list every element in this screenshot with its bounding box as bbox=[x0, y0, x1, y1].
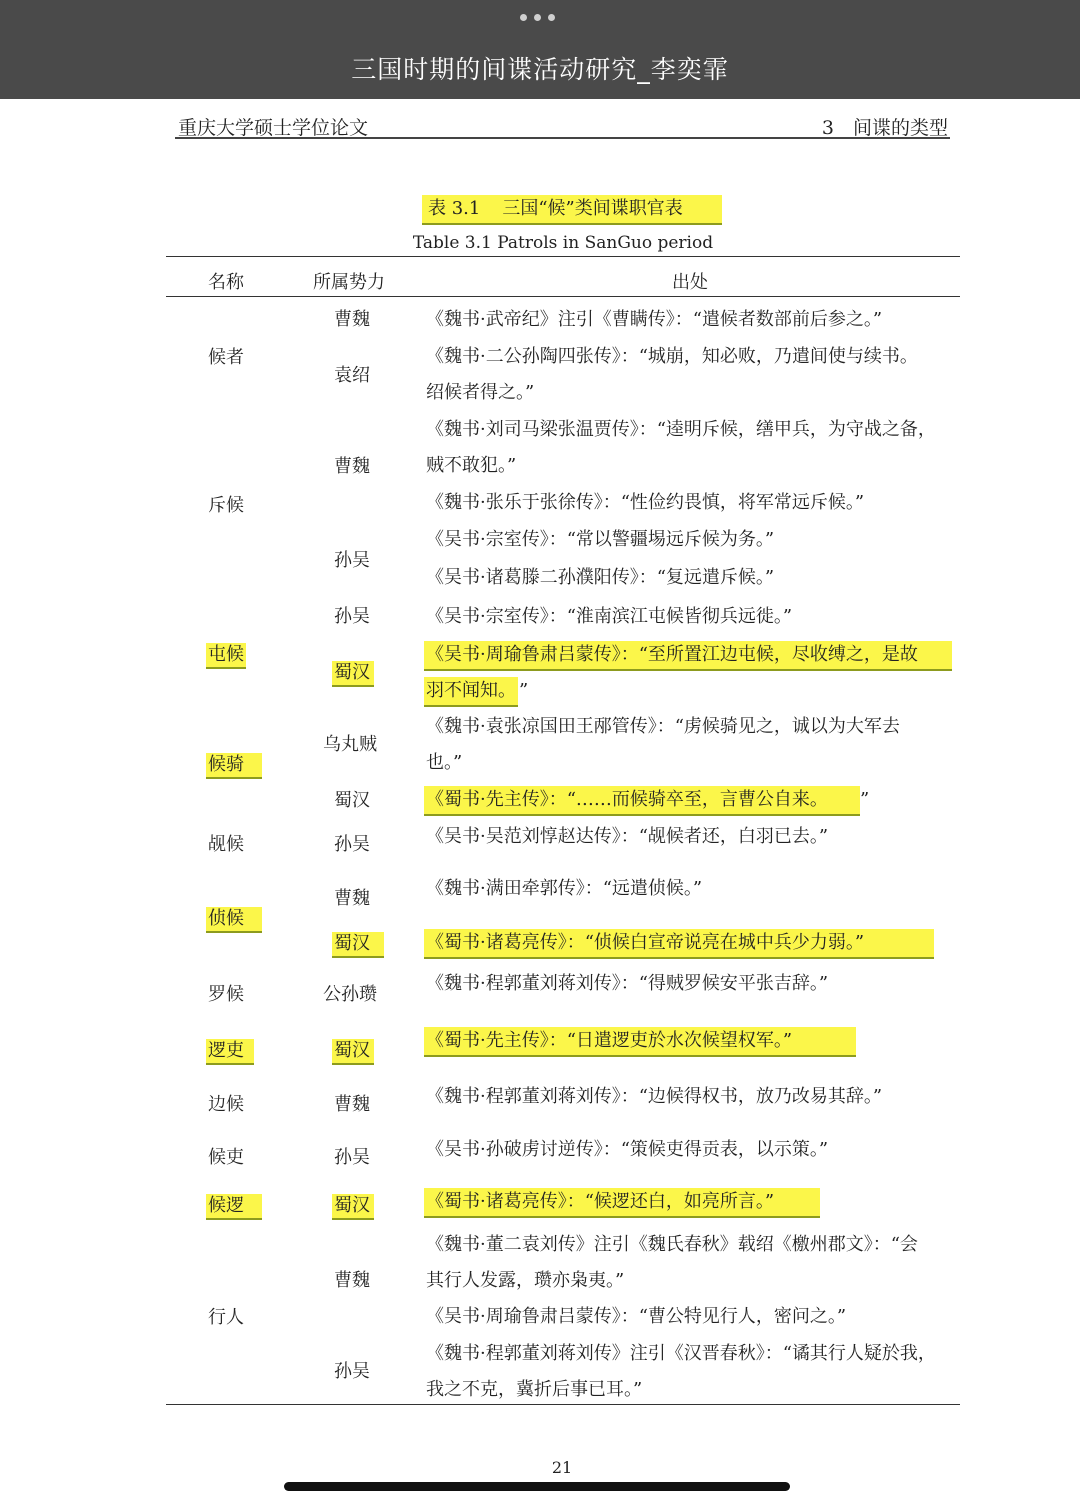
table-cell-source: 羽不闻知。 bbox=[426, 680, 516, 701]
table-cell-polity: 曹魏 bbox=[334, 309, 370, 330]
table-cell-source: 《吴书·宗室传》：“淮南滨江屯候皆彻兵远徙。” bbox=[426, 606, 793, 627]
header-divider bbox=[175, 137, 950, 139]
table-cell-source: 《吴书·宗室传》：“常以警疆埸远斥候为务。” bbox=[426, 529, 775, 550]
table-cell-name: 候者 bbox=[208, 347, 244, 368]
table-cell-polity: 曹魏 bbox=[334, 456, 370, 477]
table-cell-polity: 曹魏 bbox=[334, 888, 370, 909]
thesis-header: 重庆大学硕士学位论文 bbox=[178, 117, 369, 139]
table-cell-source: 《魏书·武帝纪》注引《曹瞒传》：“遣候者数部前后参之。” bbox=[426, 309, 883, 330]
table-cell-polity: 蜀汉 bbox=[332, 661, 374, 687]
table-cell-source: 《魏书·袁张凉国田王邴管传》：“虏候骑见之，诚以为大军去 bbox=[426, 716, 900, 737]
column-header-name: 名称 bbox=[208, 272, 244, 293]
table-cell-source: 《吴书·吴范刘惇赵达传》：“觇候者还，白羽已去。” bbox=[426, 826, 829, 847]
table-cell-source: 《吴书·周瑜鲁肃吕蒙传》：“至所置江边屯候，尽收缚之，是故 bbox=[426, 644, 918, 665]
table-cell-polity: 蜀汉 bbox=[334, 790, 370, 811]
table-cell-source: 《蜀书·诸葛亮传》：“候逻还白，如亮所言。” bbox=[426, 1191, 775, 1212]
table-cell-source: 也。” bbox=[426, 752, 463, 773]
table-cell-name: 逻吏 bbox=[206, 1039, 254, 1065]
table-cell-source: 我之不克，冀折后事已耳。” bbox=[426, 1379, 643, 1400]
table-cell-source: 《魏书·二公孙陶四张传》：“城崩，知必败，乃遣间使与续书。 bbox=[426, 346, 918, 367]
more-dots-icon[interactable] bbox=[520, 14, 560, 22]
table-cell-source: 《吴书·诸葛滕二孙濮阳传》：“复远遣斥候。” bbox=[426, 567, 775, 588]
table-cell-source: 《魏书·程郭董刘蒋刘传》：“得贼罗候安平张吉辞。” bbox=[426, 973, 829, 994]
table-cell-source: 《魏书·程郭董刘蒋刘传》注引《汉晋春秋》：“谲其行人疑於我， bbox=[426, 1343, 936, 1364]
table-cell-source: 《魏书·程郭董刘蒋刘传》：“边候得权书，放乃改易其辞。” bbox=[426, 1086, 883, 1107]
table-top-rule bbox=[166, 256, 960, 257]
table-cell-name: 侦候 bbox=[206, 907, 262, 933]
table-cell-source: 绍候者得之。” bbox=[426, 382, 535, 403]
table-cell-name: 候吏 bbox=[208, 1147, 244, 1168]
table-cell-polity: 孙吴 bbox=[334, 550, 370, 571]
table-cell-polity: 蜀汉 bbox=[332, 1039, 374, 1065]
table-cell-source: 《吴书·孙破虏讨逆传》：“策候吏得贡表，以示策。” bbox=[426, 1139, 829, 1160]
table-cell-polity: 孙吴 bbox=[334, 1361, 370, 1382]
table-cell-name: 候逻 bbox=[206, 1194, 262, 1220]
table-cell-name: 行人 bbox=[208, 1307, 244, 1328]
table-cell-polity: 曹魏 bbox=[334, 1094, 370, 1115]
column-header-source: 出处 bbox=[672, 272, 708, 293]
table-cell-source: 《魏书·董二袁刘传》注引《魏氏春秋》载绍《檄州郡文》：“会 bbox=[426, 1234, 918, 1255]
table-cell-polity: 乌丸贼 bbox=[323, 734, 377, 755]
table-cell-name: 候骑 bbox=[206, 753, 262, 779]
table-cell-polity: 孙吴 bbox=[334, 834, 370, 855]
table-cell-polity: 蜀汉 bbox=[332, 1194, 374, 1220]
table-cell-name: 罗候 bbox=[208, 984, 244, 1005]
table-cell-polity: 曹魏 bbox=[334, 1270, 370, 1291]
table-cell-source: ” bbox=[519, 680, 529, 701]
table-cell-name: 屯候 bbox=[206, 643, 246, 669]
table-cell-source: 《蜀书·先主传》：“……而候骑卒至，言曹公自来。 bbox=[426, 789, 828, 810]
column-header-polity: 所属势力 bbox=[313, 272, 385, 293]
table-cell-polity: 公孙瓒 bbox=[323, 984, 377, 1005]
chapter-header: 3 间谍的类型 bbox=[821, 117, 948, 139]
table-cell-source: 《蜀书·先主传》：“日遣逻吏於水次候望权军。” bbox=[426, 1030, 793, 1051]
table-bottom-rule bbox=[166, 1404, 960, 1405]
table-cell-source: 《魏书·刘司马梁张温贾传》：“逵明斥候，缮甲兵，为守战之备， bbox=[426, 419, 936, 440]
page-number: 21 bbox=[551, 1458, 573, 1477]
table-cell-polity: 蜀汉 bbox=[332, 932, 384, 958]
table-cell-polity: 孙吴 bbox=[334, 1147, 370, 1168]
table-cell-polity: 孙吴 bbox=[334, 606, 370, 627]
table-cell-source: 《魏书·张乐于张徐传》：“性俭约畏慎，将军常远斥候。” bbox=[426, 492, 865, 513]
document-title: 三国时期的间谍活动研究_李奕霏 bbox=[351, 55, 729, 84]
home-indicator[interactable] bbox=[284, 1482, 790, 1491]
table-caption-number: 表 3.1 bbox=[428, 198, 481, 219]
table-cell-source: 《吴书·周瑜鲁肃吕蒙传》：“曹公特见行人，密问之。” bbox=[426, 1306, 847, 1327]
table-cell-name: 觇候 bbox=[208, 834, 244, 855]
table-cell-name: 边候 bbox=[208, 1094, 244, 1115]
table-cell-source: 贼不敢犯。” bbox=[426, 455, 517, 476]
table-cell-source: 其行人发露，瓒亦枭夷。” bbox=[426, 1270, 625, 1291]
table-caption-title: 三国“候”类间谍职官表 bbox=[502, 198, 683, 219]
table-cell-source: 《蜀书·诸葛亮传》：“侦候白宣帝说亮在城中兵少力弱。” bbox=[426, 932, 865, 953]
table-cell-source: ” bbox=[860, 789, 870, 810]
table-caption-en: Table 3.1 Patrols in SanGuo period bbox=[412, 233, 714, 253]
table-cell-source: 《魏书·满田牵郭传》：“远遣侦候。” bbox=[426, 878, 703, 899]
table-caption-cn bbox=[422, 195, 722, 225]
table-cell-polity: 袁绍 bbox=[334, 365, 370, 386]
table-cell-name: 斥候 bbox=[208, 495, 244, 516]
table-header-rule bbox=[166, 296, 960, 297]
app-title-bar bbox=[0, 0, 1080, 99]
